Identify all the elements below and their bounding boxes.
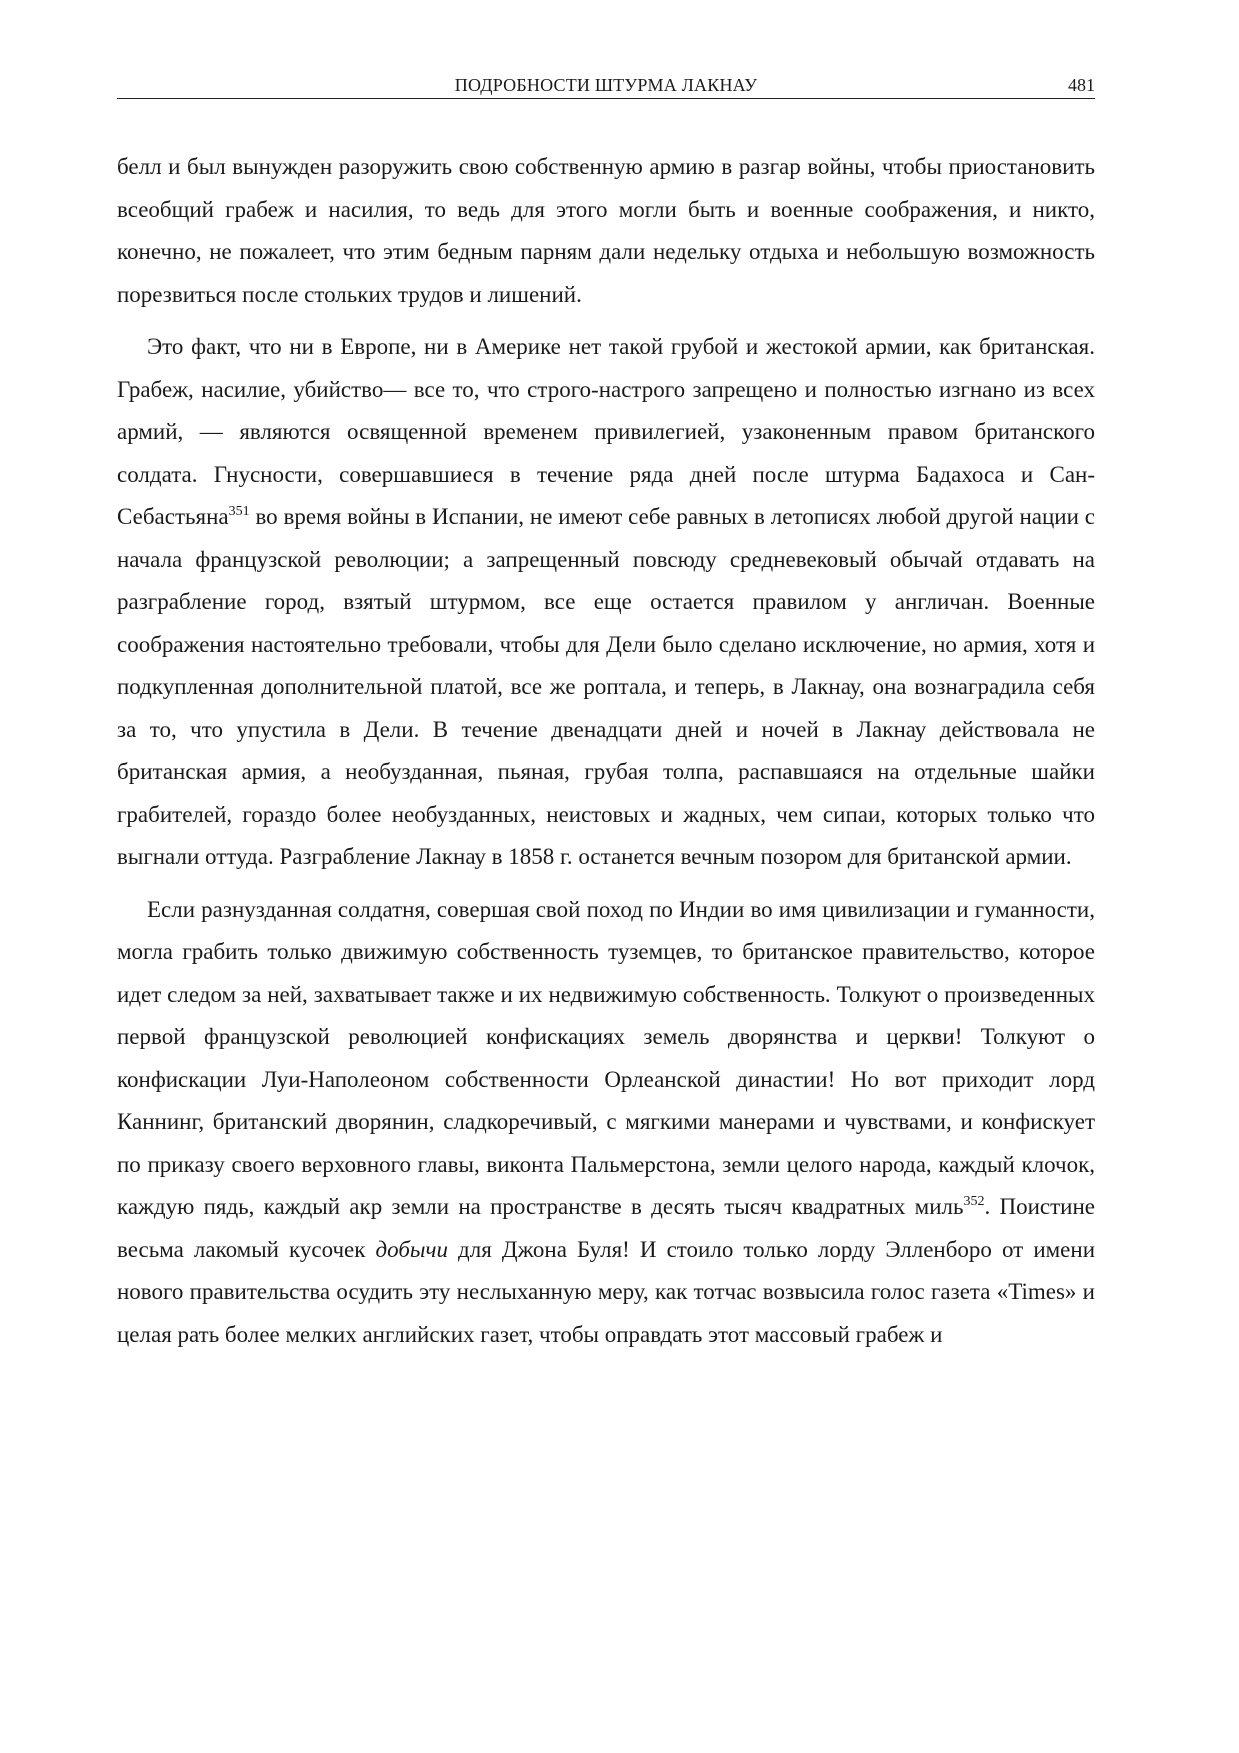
body-text <box>117 146 1095 1366</box>
page-number: 481 <box>1068 75 1095 95</box>
paragraph-3-text-start: Если разнузданная солдатня, совершая свой поход по Индии во имя цивилизации и гуманности, могла грабить только движимую собственность туземцев, то британское правительство, которое идет следом за ней, захватывает также и их недвижимую собственность. Толкуют о произведенных первой французской революцией конфискациях земель дворянства и церкви! Толкуют о конфискации Луи-Наполеоном собственности Орлеанской династии! Но вот приходит лорд Каннинг, британский дворянин, сладкоречивый, с мягкими манерами и чувствами, и конфискует по приказу своего верховного главы, виконта Пальмерстона, земли целого народа, каждый клочок, каждую пядь, каждый акр земли на пространстве в десять тысяч квадратных миль <box>117 896 1095 1219</box>
paragraph-3 <box>117 889 1095 1357</box>
paragraph-3-text-end: для Джона Буля! И стоило только лорду Элленборо от имени нового правительства осудить эту неслыханную меру, как тотчас возвысила голос газета «Times» и целая рать более мелких английских газет, чтобы оправдать этот массовый грабеж и <box>117 1236 1096 1347</box>
footnote-ref-352[interactable]: 352 <box>963 1194 985 1209</box>
footnote-ref-351[interactable]: 351 <box>228 504 250 519</box>
paragraph-2-text-start: Это факт, что ни в Европе, ни в Америке нет такой грубой и жестокой армии, как британская. Грабеж, насилие, убийство— все то, что строго-настрого запрещено и полностью изгнано из всех армий, — являются освященной временем привилегией, узаконенным правом британского солдата. Гнусности, совершавшиеся в течение ряда дней после штурма Бадахоса и Сан-Себастьяна <box>117 334 1095 529</box>
paragraph-1 <box>117 146 1095 316</box>
paragraph-3-text-middle: . Поистине весьма лакомый кусочек <box>117 1194 1095 1262</box>
paragraph-2 <box>117 326 1095 879</box>
paragraph-1-text: белл и был вынужден разоружить свою собственную армию в разгар войны, чтобы приостановить всеобщий грабеж и насилия, то ведь для этого могли быть и военные соображения, и никто, конечно, не пожалеет, что этим бедным парням дали недельку отдыха и небольшую возможность порезвиться после стольких трудов и лишений. <box>117 154 1095 307</box>
running-header <box>117 72 1095 99</box>
paragraph-2-text-end: во время войны в Испании, не имеют себе равных в летописях любой другой нации с начала французской революции; а запрещенный повсюду средневековый обычай отдавать на разграбление город, взятый штурмом, все еще остается правилом у англичан. Военные соображения настоятельно требовали, чтобы для Дели было сделано исключение, но армия, хотя и подкупленная дополнительной платой, все же роптала, и теперь, в Лакнау, она вознаградила себя за то, что упустила в Дели. В течение двенадцати дней и ночей в Лакнау действовала не британская армия, а необузданная, пьяная, грубая толпа, распавшаяся на отдельные шайки грабителей, гораздо более необузданных, неистовых и жадных, чем сипаи, которых только что выгнали оттуда. Разграбление Лакнау в 1858 г. останется вечным позором для британской армии. <box>117 504 1095 869</box>
italic-word: добычи <box>375 1236 448 1262</box>
running-title: ПОДРОБНОСТИ ШТУРМА ЛАКНАУ <box>454 75 758 95</box>
